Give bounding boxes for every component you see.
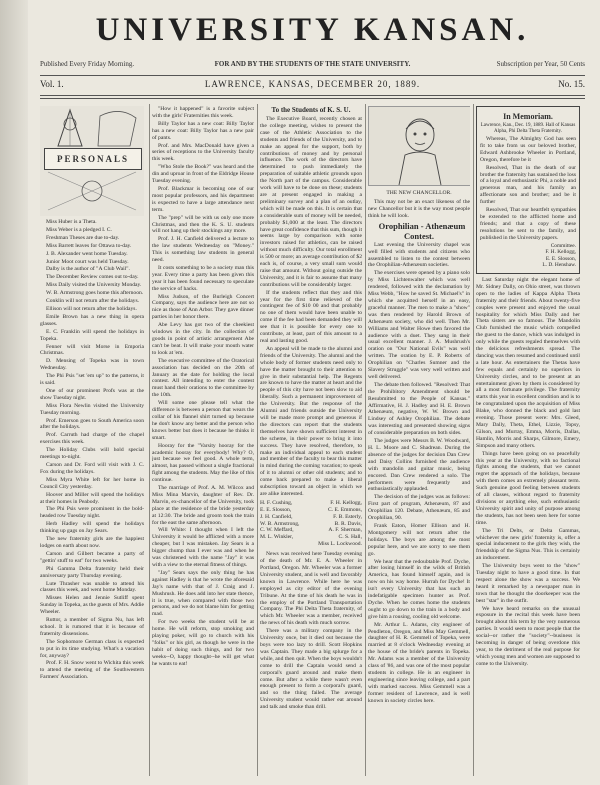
article-paragraph: Mr. Arthur L. Adams, city engineer of Pendleton, Oregon, and Miss May Gemmell, daughter of H. R. Gemmell of Topeka, were married at 8 o'clock Wednesday evening at the house of the bride's parents in Topeka. Mr. Adams was a member of the University class of '86, and was one of the most popular students in college. He is an engineer in engineering since leaving college, and a part with marked success. Miss Gemmell was a former resident of Lawrence, and is well known in society circles here.	[368, 621, 470, 704]
contest-article	[368, 242, 470, 705]
personal-item: Ellison will not return after the holidays.	[46, 305, 137, 312]
personal-item: Miss Daily visited the University Monday.	[46, 282, 142, 289]
news-item: For two weeks the student will be at home. He will reform, stop smoking and playing poker, will go to church with his "folks" or his girl, as though he were in the habit of doing such things, and for two weeks--O, happy thought--he will get what he wants to eat!	[152, 619, 254, 667]
signer-row	[260, 541, 362, 548]
personal-item: W. B. Armstrong goes home this afternoon.	[46, 290, 144, 297]
signer-name: F. H. Kellogg,	[330, 499, 362, 506]
news-item: We have heard remarks on the unusual exposure in the recital this week have been brought about this term by the very numerous parties. It would seem to most people that the social--or rather the "society"--business is becoming in danger of being overdone this year, to the detriment of the real purpose for which young men and women are supposed to come to the University.	[476, 605, 580, 667]
personal-item: The December Review comes out to-day.	[46, 274, 139, 281]
article-paragraph: The Executive Board, recently chosen at the college meeting, wishes to present the case of the Athletic Association to the students and friends of the University, and to make an appeal for the support, both by contributions of money and by personal influence. The work of the directors have determined to push immediately the preparation of suitable athletic grounds upon the North part of the campus. Considerable work will have to be done on these; students are at present engaged in making a preliminary survey and a plan of an outlay, which will be made on this. It is certain that a considerable sum of money will be needed, probably $1,000 at the least. The directors have great confidence that this sum, though it seems large by comparison with some investors raised for athletics, can be raised without much difficulty. Our total enrollment is 500 or more; an average contribution of $2 each is, of course, a very small sum would raise that amount. Without going outside the University, and it is fair to assume that many contributions will be considerably larger.	[260, 116, 362, 288]
news-item: Hooray for the "Varsity hooray for the academic hooray for everybody! Why? O, just because we feel good. A whole term, almost, has passed without a single fractional fight among the students. May the like of this continue.	[152, 442, 254, 484]
signer-name: Miss L. Lockwood.	[318, 541, 362, 548]
signer-name: J. H. Canfield,	[260, 513, 293, 520]
personal-item: Hoover and Miller will spend the holidays at their homes in Peabody.	[40, 491, 144, 505]
personal-item: Prof. Emerson goes to South America soon after the holidays.	[40, 417, 144, 431]
personal-item: Lute Thrasher was unable to attend his classes this week, and went home Monday.	[40, 580, 144, 594]
memorial-committee	[480, 243, 576, 269]
column-rule	[473, 104, 474, 776]
article-paragraph: The decision of the judges was as follows: First part of program, Athenæum, 87 and Orophilian 120. Debate, Athenæum, 85 and Orophilian, 90.	[368, 494, 470, 522]
committee-member: F. H. Kellogg,	[545, 249, 576, 256]
signer-name: B. R. Davis,	[334, 520, 362, 527]
memorial-heading: In Memoriam.	[503, 112, 553, 121]
personal-item: The Phi Psis "set 'em up" to the patterns, it is said.	[40, 373, 144, 387]
signer-name: W. B. Armstrong,	[260, 520, 300, 527]
personal-item: J. B. Alexander went home Tuesday.	[46, 250, 128, 257]
personals-list	[40, 219, 144, 681]
personal-item: Emile Brown has a new thing in opera glasses.	[40, 313, 144, 327]
signer-name: C. W. Meffard,	[260, 527, 294, 534]
signer-name: E. E. Slosson,	[260, 506, 292, 513]
news-item: The University boys went to the "show" Tuesday night to have a good time. In that respect alone the show was a success. We heard it remarked by a newspaper man in town that he thought the doorkeeper was the best "star" in the outfit.	[476, 563, 580, 604]
personal-item: One of our prominent Profs was at the show Tuesday night.	[40, 387, 144, 401]
news-item: Things have been going on so peacefully this year at the University, with no factional fights among the students, that we cannot regret the approach of the holidays, because with them comes an extremely pleasant term. Such genuine good feeling between students of all classes, without regard to fraternity divisions or anything else, such enthusiastic University spirit and unity of purpose among the students, has not been seen here for some time.	[476, 450, 580, 526]
column-rule	[149, 104, 150, 776]
committee-member: L. D. Henshaw.	[542, 262, 576, 269]
committee-member: E. E. Slosson,	[545, 255, 576, 262]
news-item: Billy Taylor has a new coat: Billy Taylor has a new coat: Billy Taylor has a new pair of pants.	[152, 120, 254, 141]
personal-item: Miss Huber is a Theta.	[46, 219, 97, 225]
personal-item: Junior Moot court was held Tuesday.	[46, 258, 129, 265]
cartoon-art	[369, 107, 470, 185]
news-item: Will White: I thought when I left the University it would be afflicted with a more cheaper, but I was mistaken. Jay Sears is a bigger chump than I ever was and when he was christened with the name "Jay" it was with a view to the eternal fitness of things.	[152, 527, 254, 568]
personal-item: E. C. Franklin will spend the holidays in Topeka.	[40, 328, 144, 342]
memorial-box	[476, 106, 580, 274]
signer-name: C. E. Emmons,	[327, 506, 362, 513]
news-item: Miss Judson, of the Burleigh Concert Company, says the audience here are not so nice as those of Ann Arbor. They gave dinner parties in her honor there.	[152, 293, 254, 321]
signers-list	[260, 500, 362, 548]
subscription-note: Subscription per Year, 50 Cents	[496, 60, 585, 68]
personal-item: Ruttor, a member of Sigma Nu, has left school. It is rumored that it is because of fraternity dissensions.	[40, 617, 144, 637]
athletic-appeal-article	[260, 116, 362, 711]
personal-item: The Phi Psis were prominent in the bold-headed row Tuesday night.	[40, 506, 144, 520]
cartoon-note-text: This may not be an exact likeness of the new Chancellor but it is the way most people think he will look.	[368, 199, 470, 219]
personal-item: Phi Gamma Delta fraternity held their anniversary party Thursday evening.	[40, 565, 144, 579]
issue-number: No. 15.	[558, 79, 585, 89]
committee-label: Committee.	[550, 242, 576, 249]
committee-names	[480, 249, 576, 269]
resolution-paragraph: Whereas, The Almighty God has seen fit to take from us our beloved brother, Edward Ashbrooke Wheeler in Portland, Oregon, therefore be it	[480, 136, 576, 163]
cartoon-caption: THE NEW CHANCELLOR.	[386, 190, 452, 196]
resolution-paragraph: Resolved, That our heartfelt sympathies be extended to the afflicted home and friends; and that a copy of these resolutions be sent to the family, and published in the University papers.	[480, 207, 576, 241]
news-item: Prof. J. H. Canfield delivered a lecture to the law students Wednesday on "Money." This is something law students in general need.	[152, 236, 254, 264]
column-5-items	[476, 277, 580, 668]
personal-item: Miss Myra White left for her home in Council City yesterday.	[40, 476, 144, 490]
personal-item: Herb Hadley will spend the holidays thinking up gags on Jay Sears.	[40, 521, 144, 535]
personal-item: D. Mensing of Topeka was in town Wednesday.	[40, 358, 144, 372]
masthead-rule-mid	[40, 95, 585, 96]
personal-item: Miss Flora Newlin visited the University Tuesday morning.	[40, 402, 144, 416]
column-4	[368, 106, 470, 776]
column-rule	[257, 104, 258, 776]
article-paragraph: The exercises were opened by a piano solo by Miss Lichtenwalter which was well rendered, followed with the declamation by Miss Webb, "How he saved St. Michael's" in which she acquitted herself in an easy, graceful manner. The men to make a "show" was then rendered by Harold Brown of Athenæum society, who did well. Then Mr. Williams and Walter Howe then favored the audience with a duet. They sang in their usual excellent manner. J. A. Mushrush's oration on "Our National Evils" was well written. The oration by E. P. Roberts of Orophilian on "Charles Sumner and the Slavery Struggle" was very well written and well delivered.	[368, 270, 470, 380]
article-paragraph: The debate then followed. "Resolved: That the Prohibitory Amendment should be Resubmitted to the People of Kansas." Affirmative, H. J. Hadley and H. E. Brown Athenæum, negative, W. W. Brown and Lindsey of Ashley Orophilian. The debate was interesting and presented showing signs of considerable preparation on both sides.	[368, 381, 470, 437]
signer-name: M. L. Winkler,	[260, 534, 294, 541]
article-paragraph: If the students reflect that they and this year for the first time relieved of the contingent fee of $10 00 and that probably no one of them would have been unable to come if the fee had been demanded they will see that it is possible for every one to contribute, at least, part of this amount to a real and lasting good.	[260, 289, 362, 344]
volume-number: Vol. 1.	[40, 79, 64, 89]
personal-item: Miss Barrett leaves for Ottawa to-day.	[46, 242, 132, 249]
news-item: Prof. Blackmar is becoming one of our most popular professors, and his department is expected to have a large attendance next term.	[152, 185, 254, 213]
chancellor-cartoon	[368, 106, 470, 186]
volume-line	[40, 79, 585, 93]
place-date: LAWRENCE, KANSAS, DECEMBER 20, 1889.	[204, 79, 421, 89]
masthead-rule-top	[40, 75, 585, 76]
personal-item: Dalby is the author of "A Club Wail".	[46, 266, 130, 273]
column-rule	[365, 104, 366, 776]
news-item: The "prep" will be with us only one more Christmas, and then the K. S. U. students will not hang up their stockings any more.	[152, 214, 254, 235]
article-paragraph: Last evening the University chapel was well filled with students and citizens who assembled to listen to the contest between the Orophilian-Athenæum societies.	[368, 241, 470, 269]
signer-row	[260, 527, 362, 534]
memorial-resolutions	[480, 136, 576, 242]
article-heading: To the Students of K. S. U.	[271, 106, 351, 114]
personal-item: Carson and Dr. Ford will visit with J. C. Fox during the holidays.	[40, 462, 144, 475]
signer-row	[260, 507, 362, 514]
news-item: The executive committee of the Oratorical association has decided on the 20th of January as the date for holding the local contest. All intending to enter the contest must hand their orations to the committee by the 10th.	[152, 357, 254, 399]
news-item: Abe Levy has got two of the cheekiest windows in the city. In the collection of goods in point of artistic arrangement Abe can't be beat. It will make your mouth water to look at 'em.	[152, 322, 254, 356]
personal-item: Misses Helen and Jennie Sutliff spent Sunday in Topeka, as the guests of Mrs. Addie Wheeler.	[40, 595, 144, 616]
personal-item: Conklin will not return after the holidays.	[46, 298, 140, 305]
contest-heading: Orophilian - Athenæum Contest.	[378, 220, 466, 241]
resolution-paragraph: Resolved, That in the death of our brother the fraternity has sustained the loss of a loyal and enthusiastic Phi, a noble and generous man, and his family an affectionate son and brother; and be it further	[480, 164, 577, 206]
personal-item: The Sophomore German class is expected to put in its time studying. What's a vacation for, anyway?	[40, 638, 144, 659]
signer-name: H. F. Cushing,	[260, 499, 293, 506]
signer-row	[260, 500, 362, 507]
personal-item: Prof. Carruth had charge of the chapel exercises this week.	[40, 432, 144, 446]
personals-banner: PERSONALS	[44, 148, 142, 170]
column-3	[260, 106, 362, 776]
news-item: Last Saturday night the elegant home of Mr. Sidney Dally, on Ohio street, was thrown open to the ladies of Kappa Alpha Theta fraternity and their friends. About twenty-five couples were present and enjoyed the usual hospitality for which Miss Dally and her Theta sisters are so famous. The Mandolin Club furnished the music which compelled the guest to the dance, which was indulged in only while the guests regaled themselves with the delicious refreshments spread. The dancing was then resumed and continued until a late hour. As entertainers the Thetas have few equals and certainly no superiors in University circles, and to be present at an entertainment given by them is considered by all a most fortunate privilege. The fraternity starts this year in excellent condition and is to be congratulated upon the acquisition of Miss Blake, who donned the black and gold last evening. Those present were: Mrs. Gleed, Mary Dally, Theta, Ethel, Lizzie, Topsy, Gilson, and Murray, Emma, Morris, Dallas, Hamlin, Morris and Sharps, Gilmore, Emery, Simpson and many others.	[476, 276, 580, 449]
memorial-info: Lawrence, Kan., Dec. 19, 1889. Hall of Kansas Alpha, Phi Delta Theta Fraternity.	[480, 123, 576, 134]
news-item: The Tri Delts, or Delta Gammas, whichever the new girls' fraternity is, offer a special inducement to the girls they wish, the friendship of the Sigma Nus. This is certainly an inducement.	[476, 527, 580, 562]
news-item: Will some one please tell what the difference is between a person that wears the collar of his flannel shirt turned up because he don't know any better and the person who knows better but does it because he thinks it smart.	[152, 400, 254, 441]
article-paragraph: We hear that the redoubtable Prof. Dyche, after losing himself in the wilds of British America, has found himself again, and is now on his way home. Hurrah for Dyche! It isn't every University that has such an indefatigable specimen hunter as Prof. Dyche. When he comes home the students ought to go down to the train in a body and give him a rousing, cooling old welcome.	[368, 558, 470, 620]
published-note: Published Every Friday Morning.	[40, 60, 135, 68]
news-item: It costs something to be a society man this year. Every time a party has been given this year it has been found necessary to speculate the service of hacks.	[152, 264, 254, 292]
article-paragraph: There was a military company in the University once, but it died out because the boys were too lazy to drill. Scott Hopkins was Captain. They made a big splurge for a while, and then quit. When the boys wouldn't come to drill the Captain would send a corporal's guard around and make them come. But after a while there wasn't even enough present to form a corporal's guard, and so the thing failed. The average University student would rather eat around and talk and smoke than drill.	[260, 628, 362, 711]
personal-item: The new fraternity girls are the happiest lodges on earth about now.	[40, 536, 144, 549]
column-2-items	[152, 106, 254, 668]
personal-item: The Holiday Clubs will hold special meetings to-night.	[40, 447, 144, 461]
personal-item: Carson and Gilbert became a party of "gettin' stuff to eat" for two weeks.	[40, 550, 144, 564]
column-5	[476, 106, 580, 776]
personal-item: Miss Weber is a pledged I. C.	[46, 226, 112, 233]
personal-item: Prof. F. H. Snow went to Wichita this week to attend the meeting of the Southwestern Farmers' Association.	[40, 660, 144, 681]
article-paragraph: News was received here Tuesday evening of the death of Mr. E. A. Wheeler in Portland, Oregon. Mr. Wheeler was a former University student, and is well and favorably known in Lawrence. While here he was employed as city editor of the evening Tribune. At the time of his death he was in the employ of the Portland Transportation Company. The Phi Delta Theta fraternity, of which Mr. Wheeler was a member, received the news of his death with much sorrow.	[260, 551, 362, 627]
masthead-rule-bottom	[40, 98, 585, 99]
news-item: The marriage of Prof. A. M. Wilcox and Miss Mina Marvin, daughter of Rev. Dr. Marvin, ex-chancellor of the University, took place at the residence of the bride yesterday at 12:30. The bride and groom took the train for the east the same afternoon.	[152, 485, 254, 526]
article-paragraph: An appeal will be made to the alumni and friends of the University. The alumni and the whole body of former students need only to have the matter brought to their attention to give in their substantial help. The Regents are known to have the matter at heart and the people of this city have not been slow to aid liberally. Such a permanent improvement of the University. But the response of the Alumni and friends outside the University will be made more prompt and generous if the directors can report that the students themselves have shown sufficient interest in the scheme, in their power to bring it into success. They have resolved, therefore, to make an individual appeal to each student and member of the faculty to bear this matter in mind during the coming vacation; to speak of it to alumni or other old students; and to come back prepared to make a liberal subscription toward an object in which we are alike interested.	[260, 345, 362, 497]
personals-illustration	[40, 106, 144, 216]
signer-row	[260, 514, 362, 521]
cartoon-note	[368, 199, 470, 220]
signer-row	[260, 534, 362, 541]
news-item: "How it happened" is a favorite subject with the girls' Fraternities this week.	[152, 106, 254, 119]
masthead-title: UNIVERSITY KANSAN.	[95, 12, 530, 48]
masthead-subline	[40, 60, 585, 74]
article-paragraph: Frank Eaton, Homer Ellison and H. Montgomery will not return after the holidays. The boys are among the most popular here, and we are sorry to see them go.	[368, 522, 470, 557]
signer-name: C. S. Hall,	[338, 534, 362, 541]
column-1	[40, 106, 144, 776]
news-item: "Who Stole the Book?" was heard and the din and uproar in front of the Eldridge House Tuesday evening.	[152, 164, 254, 185]
article-paragraph: The judges were Messrs B. W. Woodward, H. L. Moore and C. Shadrean. During the absence of the judges for decision Dan Crew and Daisy Collins furnished the audience with mandolin and guitar music, being encored. Dan Crew rendered a solo. The performers were frequently and enthusiastically applauded.	[368, 438, 470, 493]
personal-item: Fenner will visit Morse in Emporia Christmas.	[40, 343, 144, 357]
signer-name: F. B. Esterly,	[333, 513, 362, 520]
signer-name: A. F. Sherman,	[328, 527, 362, 534]
news-item: "Jay" Sears says the only thing he has against Hadley is that he wrote the aforesaid Jay's name with that of J. Craig and J. Mushrush. He does add into her state thence, it is true, when compared with those two persons, and we do not blame him for getting mad.	[152, 569, 254, 618]
column-2	[152, 106, 254, 776]
personal-item: Freshman Theses are due to-day.	[46, 234, 120, 241]
masthead-tagline: FOR AND BY THE STUDENTS OF THE STATE UNIVERSITY.	[214, 60, 411, 68]
news-item: Prof. and Mrs. MacDonald have given a series of receptions to the University faculty this week.	[152, 142, 254, 163]
